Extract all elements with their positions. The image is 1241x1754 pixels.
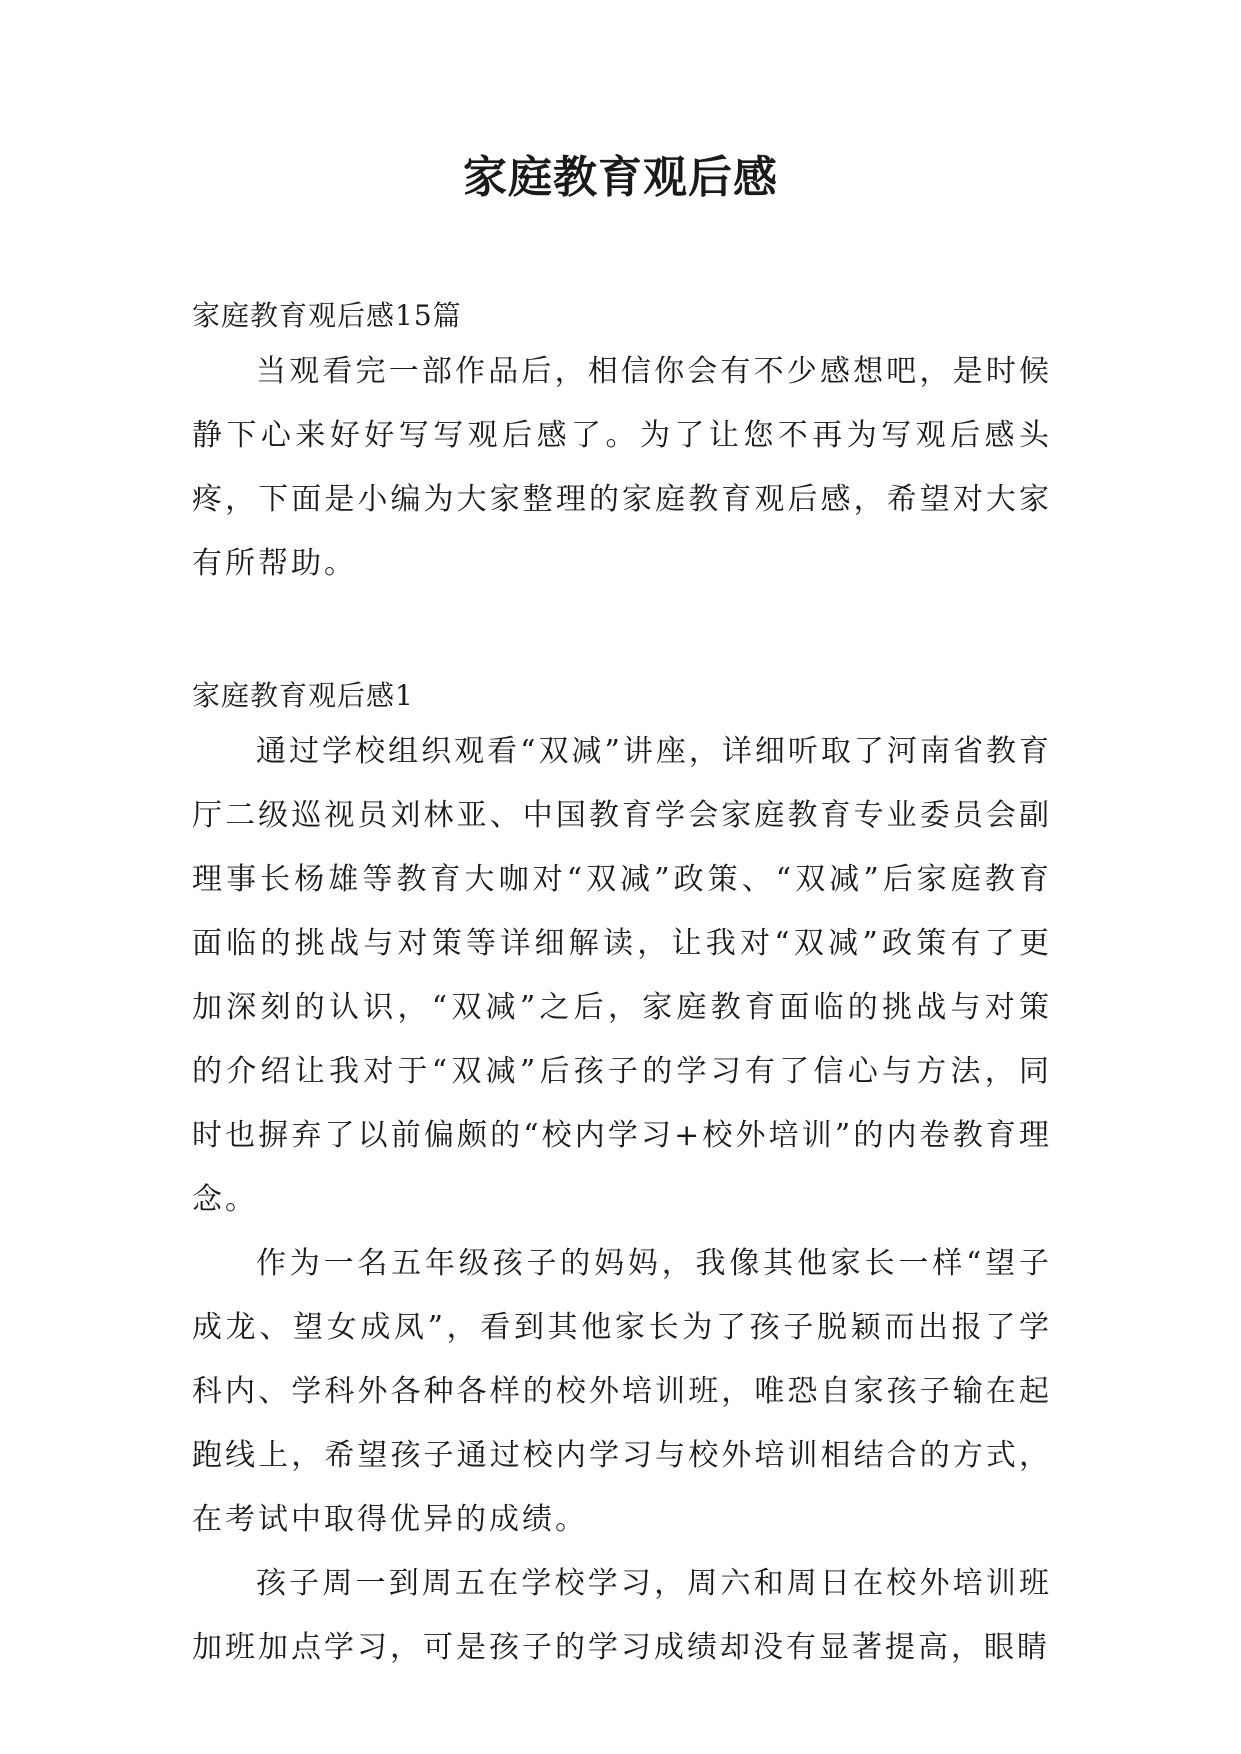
- document-title: 家庭教育观后感: [463, 152, 778, 203]
- document-body: [192, 292, 1052, 1680]
- body-paragraph: 作为一名五年级孩子的妈妈，我像其他家长一样“望子成龙、望女成凤”，看到其他家长为了孩子脱颖而出报了学科内、学科外各种各样的校外培训班，唯恐自家孩子输在起跑线上，希望孩子通过校内学习与校外培训相结合的方式，在考试中取得优异的成绩。: [192, 1246, 1052, 1537]
- intro-paragraph: 当观看完一部作品后，相信你会有不少感想吧，是时候静下心来好好写写观后感了。为了让您不再为写观后感头疼，下面是小编为大家整理的家庭教育观后感，希望对大家有所帮助。: [192, 354, 1052, 581]
- section-spacer: [192, 596, 1052, 672]
- collection-subtitle: 家庭教育观后感15篇: [192, 299, 462, 332]
- body-paragraph: 孩子周一到周五在学校学习，周六和周日在校外培训班加班加点学习，可是孩子的学习成绩却没有显著提高，眼睛: [192, 1566, 1052, 1665]
- section-heading: 家庭教育观后感1: [192, 679, 414, 712]
- body-paragraph: 通过学校组织观看“双减”讲座，详细听取了河南省教育厅二级巡视员刘林亚、中国教育学会家庭教育专业委员会副理事长杨雄等教育大咖对“双减”政策、“双减”后家庭教育面临的挑战与对策等详细解读，让我对“双减”政策有了更加深刻的认识，“双减”之后，家庭教育面临的挑战与对策的介绍让我对于“双减”后孩子的学习有了信心与方法，同时也摒弃了以前偏颇的“校内学习+校外培训”的内卷教育理念。: [192, 734, 1052, 1217]
